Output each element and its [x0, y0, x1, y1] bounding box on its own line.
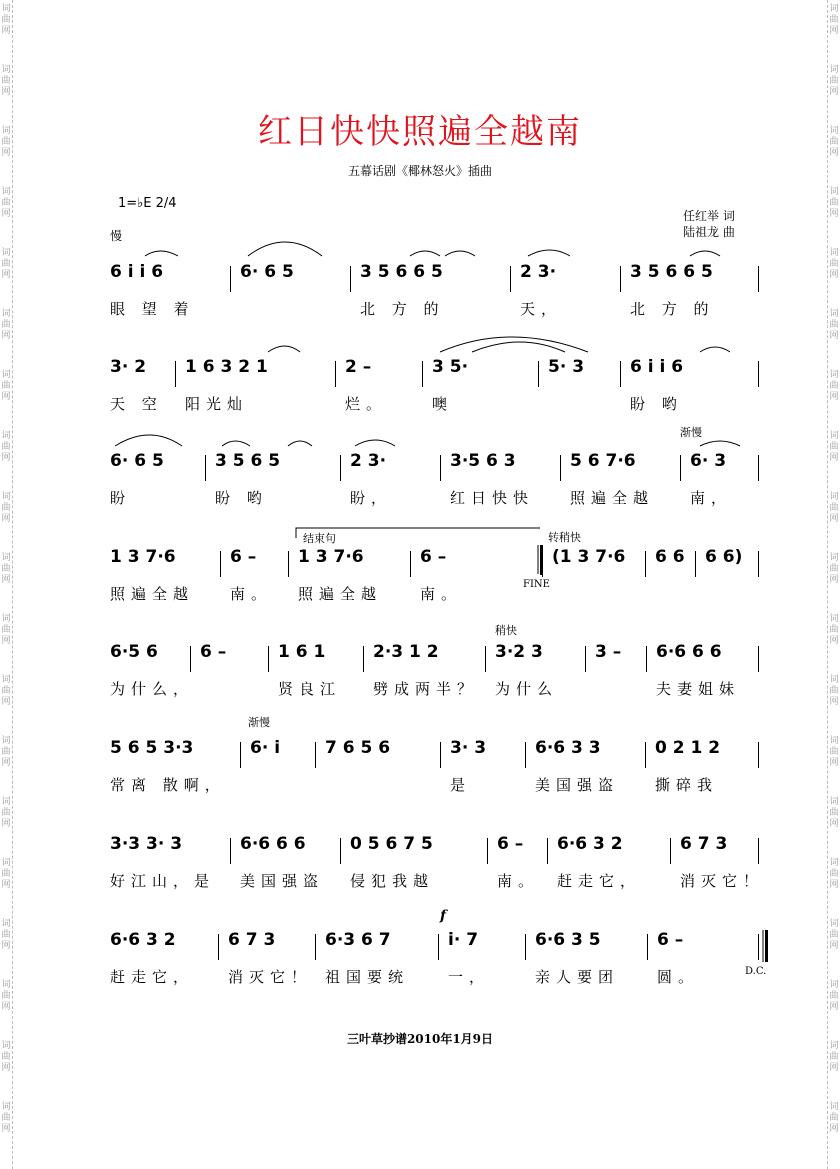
watermark-text: 词曲网: [1, 797, 11, 829]
measure-notes: 6 –: [657, 930, 684, 950]
watermark-text: 词曲网: [829, 919, 839, 951]
watermark-text: 词曲网: [1, 4, 11, 36]
slur: [440, 337, 588, 352]
measure-notes: 6· 6 5: [110, 451, 164, 471]
measure-notes: 6 7 3: [680, 834, 728, 854]
slur: [115, 435, 182, 446]
slur: [248, 242, 322, 256]
watermark-text: 词曲网: [1, 492, 11, 524]
fine-double-bar: [540, 545, 543, 575]
watermark-text: 词曲网: [1, 1041, 11, 1073]
measure-lyrics: 南。: [420, 585, 463, 603]
measure-notes: 1 3 7·6: [110, 547, 176, 567]
measure-lyrics: 南。: [497, 872, 540, 890]
slur: [528, 250, 570, 256]
da-capo-marking: D.C.: [745, 966, 767, 977]
measure-lyrics: 为什么: [495, 680, 559, 698]
song-title: 红日快快照遍全越南: [258, 112, 582, 152]
measure-notes: i· 7: [448, 930, 479, 950]
slur: [472, 342, 565, 352]
watermark-text: 词曲网: [829, 1041, 839, 1073]
measure-notes: 3·2 3: [495, 642, 543, 662]
slur: [145, 251, 178, 256]
transcription-credit: 三叶草抄谱2010年1月9日: [346, 1032, 494, 1046]
measure-notes: 6 6: [655, 547, 685, 567]
measure-lyrics: 贤良江: [278, 680, 342, 698]
measure-lyrics: 美国强盗: [535, 776, 620, 794]
measure-notes: 0 5 6 7 5: [350, 834, 433, 854]
watermark-text: 词曲网: [1, 919, 11, 951]
measure-notes: 2·3 1 2: [373, 642, 439, 662]
measure-lyrics: 盼 哟: [215, 489, 268, 507]
slur: [700, 441, 740, 446]
measure-lyrics: 盼，: [350, 489, 393, 507]
watermark-text: 词曲网: [1, 675, 11, 707]
watermark-text: 词曲网: [1, 858, 11, 890]
measure-notes: 3 5·: [432, 357, 469, 377]
measure-notes: 6 7 3: [228, 930, 276, 950]
watermark-text: 词曲网: [829, 309, 839, 341]
tempo-slightly-faster-marking: 稍快: [495, 624, 517, 637]
watermark-text: 词曲网: [1, 553, 11, 585]
slur: [222, 441, 250, 446]
measure-notes: 6 6): [705, 547, 743, 567]
measure-lyrics: 南。: [230, 585, 273, 603]
measure-notes: 6 –: [497, 834, 524, 854]
measure-lyrics: 好江山，是: [110, 872, 216, 890]
watermark-text: 词曲网: [829, 126, 839, 158]
measure-lyrics: 天 空: [110, 395, 163, 413]
watermark-text: 词曲网: [829, 187, 839, 219]
measure-notes: 6· i: [250, 738, 281, 758]
measure-notes: 1 6 1: [278, 642, 326, 662]
ending-phrase-label: 结束句: [303, 532, 336, 545]
measure-lyrics: 眼 望 着: [110, 300, 195, 318]
measure-notes: 6·6 3 5: [535, 930, 601, 950]
measure-notes: 5· 3: [548, 357, 585, 377]
measure-notes: 2 –: [345, 357, 372, 377]
measure-notes: 2 3·: [350, 451, 387, 471]
measure-notes: 3 –: [595, 642, 622, 662]
measure-notes: 6 –: [420, 547, 447, 567]
fine-marking: FINE: [523, 579, 550, 590]
measure-notes: 6 –: [230, 547, 257, 567]
measure-notes: 3 5 6 5: [215, 451, 281, 471]
slur: [268, 346, 300, 352]
measure-lyrics: 照遍全越: [298, 585, 383, 603]
measure-lyrics: 北 方 的: [630, 300, 715, 318]
measure-lyrics: 红日快快: [450, 489, 535, 507]
measure-lyrics: 赶走它，: [557, 872, 642, 890]
watermark-text: 词曲网: [1, 980, 11, 1012]
measure-notes: 6·6 6 6: [656, 642, 722, 662]
measure-lyrics: 常离 散啊，: [110, 776, 226, 794]
measure-notes: 1 6 3 2 1: [185, 357, 268, 377]
measure-lyrics: 照遍全越: [570, 489, 655, 507]
watermark-text: 词曲网: [829, 248, 839, 280]
slur: [288, 441, 312, 446]
watermark-text: 词曲网: [829, 858, 839, 890]
measure-notes: 6· 6 5: [240, 262, 294, 282]
measure-notes: 0 2 1 2: [655, 738, 721, 758]
measure-lyrics: 祖国要统: [325, 968, 410, 986]
measure-notes: 6·6 6 6: [240, 834, 306, 854]
measure-lyrics: 烂。: [345, 395, 388, 413]
watermark-text: 词曲网: [829, 431, 839, 463]
watermark-text: 词曲网: [1, 736, 11, 768]
slur: [355, 440, 395, 446]
measure-lyrics: 劈成两半？: [373, 680, 479, 698]
measure-lyrics: 北 方 的: [360, 300, 445, 318]
measure-lyrics: 美国强盗: [240, 872, 325, 890]
measure-notes: 3·5 6 3: [450, 451, 516, 471]
measure-notes: 3· 3: [450, 738, 487, 758]
tempo-marking: 慢: [110, 229, 123, 243]
ritardando-marking-2: 渐慢: [248, 716, 270, 729]
watermark-text: 词曲网: [829, 553, 839, 585]
measure-notes: 6·6 3 2: [110, 930, 176, 950]
watermark-text: 词曲网: [1, 370, 11, 402]
watermark-text: 词曲网: [1, 248, 11, 280]
measure-notes: 1 3 7·6: [298, 547, 364, 567]
measure-notes: 5 6 7·6: [570, 451, 636, 471]
watermark-text: 词曲网: [829, 370, 839, 402]
watermark-text: 词曲网: [1, 1102, 11, 1134]
measure-lyrics: 侵犯我越: [350, 872, 435, 890]
ending-bracket: [296, 528, 540, 538]
measure-notes: 6 i i 6: [630, 357, 684, 377]
watermark-text: 词曲网: [1, 187, 11, 219]
watermark-text: 词曲网: [1, 126, 11, 158]
measure-notes: (1 3 7·6: [552, 547, 626, 567]
measure-notes: 6 i i 6: [110, 262, 164, 282]
watermark-text: 词曲网: [829, 980, 839, 1012]
measure-lyrics: 亲人要团: [535, 968, 620, 986]
slur: [690, 251, 720, 256]
dc-double-bar: [765, 930, 768, 962]
tempo-faster-marking: 转稍快: [548, 531, 581, 544]
measure-lyrics: 夫妻姐妹: [656, 680, 741, 698]
measure-notes: 2 3·: [520, 262, 557, 282]
watermark-text: 词曲网: [1, 65, 11, 97]
measure-lyrics: 盼 哟: [630, 395, 683, 413]
watermark-text: 词曲网: [1, 431, 11, 463]
measure-lyrics: 噢: [432, 395, 454, 413]
measure-notes: 6·5 6: [110, 642, 158, 662]
slur: [410, 251, 440, 256]
measure-lyrics: 消灭它！: [228, 968, 313, 986]
watermark-text: 词曲网: [829, 492, 839, 524]
watermark-text: 词曲网: [1, 614, 11, 646]
measure-notes: 5 6 5 3·3: [110, 738, 194, 758]
watermark-text: 词曲网: [829, 4, 839, 36]
measure-lyrics: 天，: [520, 300, 563, 318]
measure-notes: 3· 2: [110, 357, 147, 377]
measure-lyrics: 南，: [690, 489, 733, 507]
forte-marking: f: [440, 908, 447, 924]
measure-lyrics: 盼: [110, 489, 132, 507]
measure-lyrics: 消灭它！: [680, 872, 765, 890]
measure-notes: 3 5 6 6 5: [630, 262, 713, 282]
measure-notes: 6·6 3 2: [557, 834, 623, 854]
watermark-text: 词曲网: [829, 65, 839, 97]
watermark-text: 词曲网: [829, 736, 839, 768]
measure-lyrics: 一，: [448, 968, 491, 986]
measure-lyrics: 照遍全越: [110, 585, 195, 603]
watermark-text: 词曲网: [829, 614, 839, 646]
watermark-text: 词曲网: [1, 309, 11, 341]
measure-notes: 3·3 3· 3: [110, 834, 183, 854]
measure-lyrics: 阳光灿: [185, 395, 249, 413]
lyricist-credit: 任红举 词: [683, 209, 735, 223]
measure-notes: 6·3 6 7: [325, 930, 391, 950]
song-subtitle: 五幕话剧《椰林怒火》插曲: [347, 164, 492, 178]
composer-credit: 陆祖龙 曲: [683, 225, 735, 239]
measure-lyrics: 是: [450, 776, 472, 794]
slur: [445, 251, 475, 256]
measure-lyrics: 圆。: [657, 968, 700, 986]
key-signature: 1=♭E 2/4: [118, 196, 177, 211]
watermark-text: 词曲网: [829, 797, 839, 829]
measure-lyrics: 撕碎我: [655, 776, 719, 794]
watermark-text: 词曲网: [829, 1102, 839, 1134]
measure-notes: 6· 3: [690, 451, 727, 471]
measure-notes: 7 6 5 6: [325, 738, 391, 758]
measure-notes: 6 –: [200, 642, 227, 662]
measure-notes: 3 5 6 6 5: [360, 262, 443, 282]
watermark-text: 词曲网: [829, 675, 839, 707]
measure-lyrics: 为什么，: [110, 680, 195, 698]
measure-notes: 6·6 3 3: [535, 738, 601, 758]
ritardando-marking: 渐慢: [680, 426, 702, 439]
measure-lyrics: 赶走它，: [110, 968, 195, 986]
slur: [700, 347, 730, 352]
